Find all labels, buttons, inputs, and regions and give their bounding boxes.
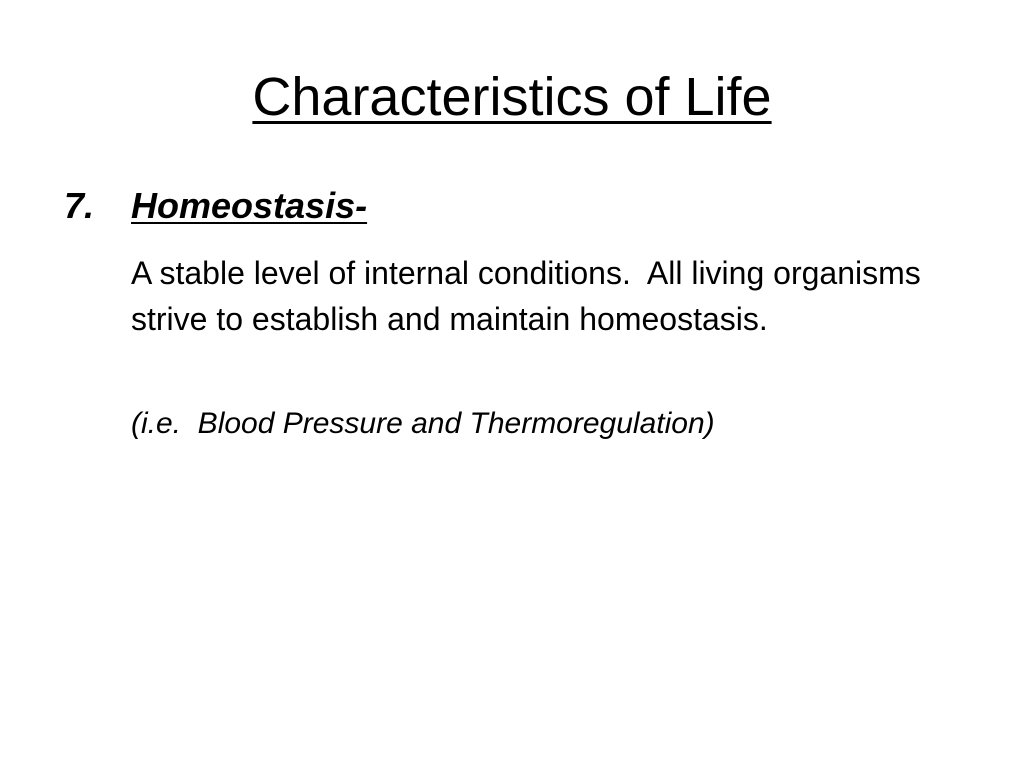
item-number: 7.: [64, 185, 95, 226]
item-heading: Homeostasis-: [131, 185, 368, 226]
slide-title: Characteristics of Life: [252, 67, 772, 127]
example-text: (i.e. Blood Pressure and Thermoregulation): [131, 407, 715, 440]
definition-text: A stable level of internal conditions. All living organisms strive to establish and maintain homeostasis.: [131, 255, 930, 337]
